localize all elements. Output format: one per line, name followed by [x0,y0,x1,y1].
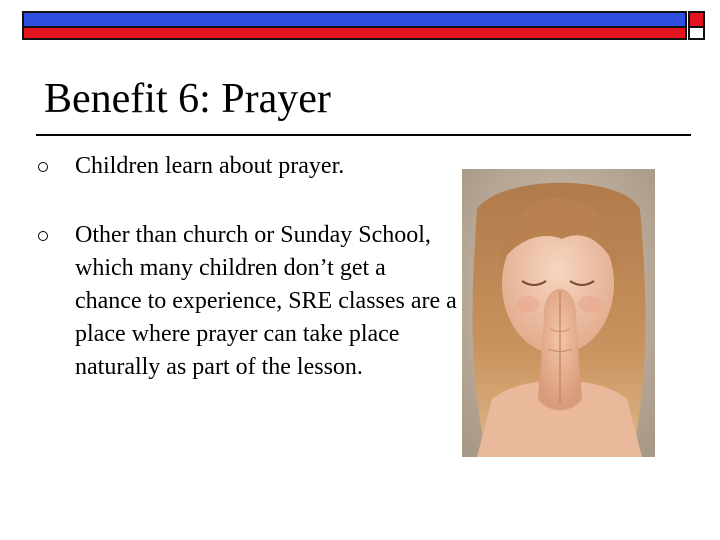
bullet-text: Other than church or Sunday School, which many children don’t get a chance to experience, SRE classes are a place where prayer can take place naturally as part of the lesson. [75,222,457,380]
title-underline [36,134,691,136]
bullet-marker-icon [38,231,48,241]
bullet-item [38,150,458,183]
header-red-bar [22,28,687,40]
child-praying-photo [462,169,655,457]
header-corner-square-top [688,11,705,28]
bullet-marker-icon [38,162,48,172]
bullet-list [38,150,458,384]
header-corner-square-bottom [688,28,705,40]
slide-title: Benefit 6: Prayer [44,76,331,122]
bullet-item [38,219,458,384]
header-blue-bar [22,11,687,28]
bullet-text: Children learn about prayer. [75,153,345,179]
